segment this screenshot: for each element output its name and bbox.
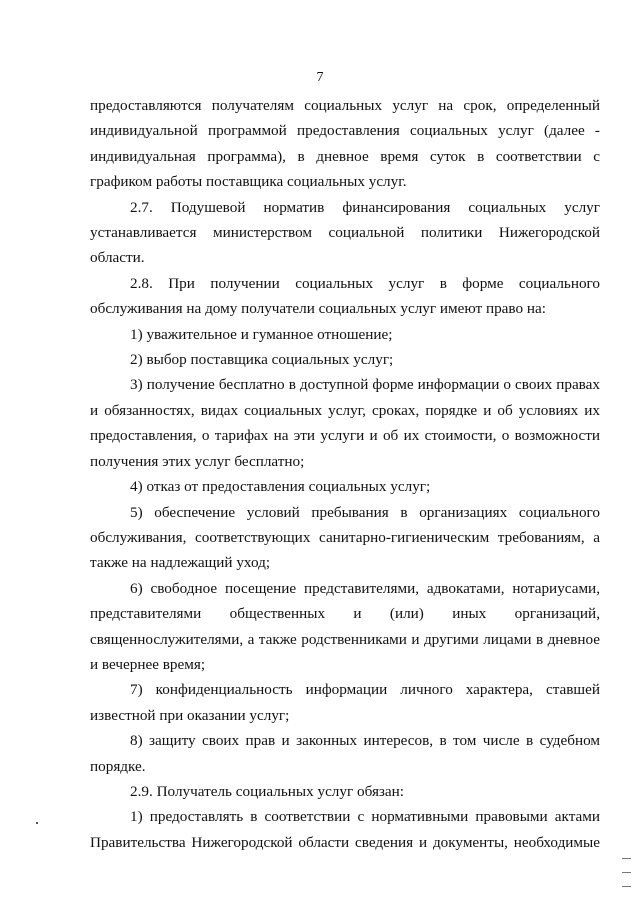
paragraph-2-8: 2.8. При получении социальных услуг в форме социального обслуживания на дому получатели социальных услуг имеют право на: [90,274,600,318]
list-item-6: 6) свободное посещение представителями, адвокатами, нотариусами, представителями общественных и (или) иных организаций, священнослужителями, а также родственниками и другими лицами в дневное и вечернее время; [90,579,600,673]
list-item-7: 7) конфиденциальность информации личного характера, ставшей известной при оказании услуг; [90,681,600,724]
scan-edge-mark [622,858,631,859]
list-item-5: 5) обеспечение условий пребывания в организациях социального обслуживания, соответствующих санитарно-гигиеническим требованиям, а также на надлежащий уход; [90,503,600,572]
paragraph-2-7: 2.7. Подушевой норматив финансирования социальных услуг устанавливается министерством социальной политики Нижегородской области. [90,198,600,267]
list-item-4: 4) отказ от предоставления социальных услуг; [130,478,431,496]
list-item-1: 1) уважительное и гуманное отношение; [130,325,393,343]
page-number: 7 [316,70,324,85]
document-body [90,93,600,855]
list-item-3: 3) получение бесплатно в доступной форме информации о своих правах и обязанностях, видах социальных услуг, сроках, порядке и об условиях их предоставления, о тарифах на эти услуги и об их стоимости, о возможности получения этих услуг бесплатно; [90,376,600,470]
scan-edge-mark [622,872,631,873]
list-item-8: 8) защиту своих прав и законных интересов, в том числе в судебном порядке. [90,732,600,775]
list-item-2-9-1: 1) предоставлять в соответствии с нормативными правовыми актами Правительства Нижегородской области сведения и документы, необходимые [90,808,600,851]
paragraph-2-9: 2.9. Получатель социальных услуг обязан: [130,782,405,800]
scan-speck [36,822,38,824]
list-item-2: 2) выбор поставщика социальных услуг; [130,351,394,369]
paragraph-continuation: предоставляются получателям социальных услуг на срок, определенный индивидуальной программой предоставления социальных услуг (далее - индивидуальная программа), в дневное время суток в соответствии с графиком работы поставщика социальных услуг. [90,97,600,191]
scan-edge-mark [622,886,631,887]
